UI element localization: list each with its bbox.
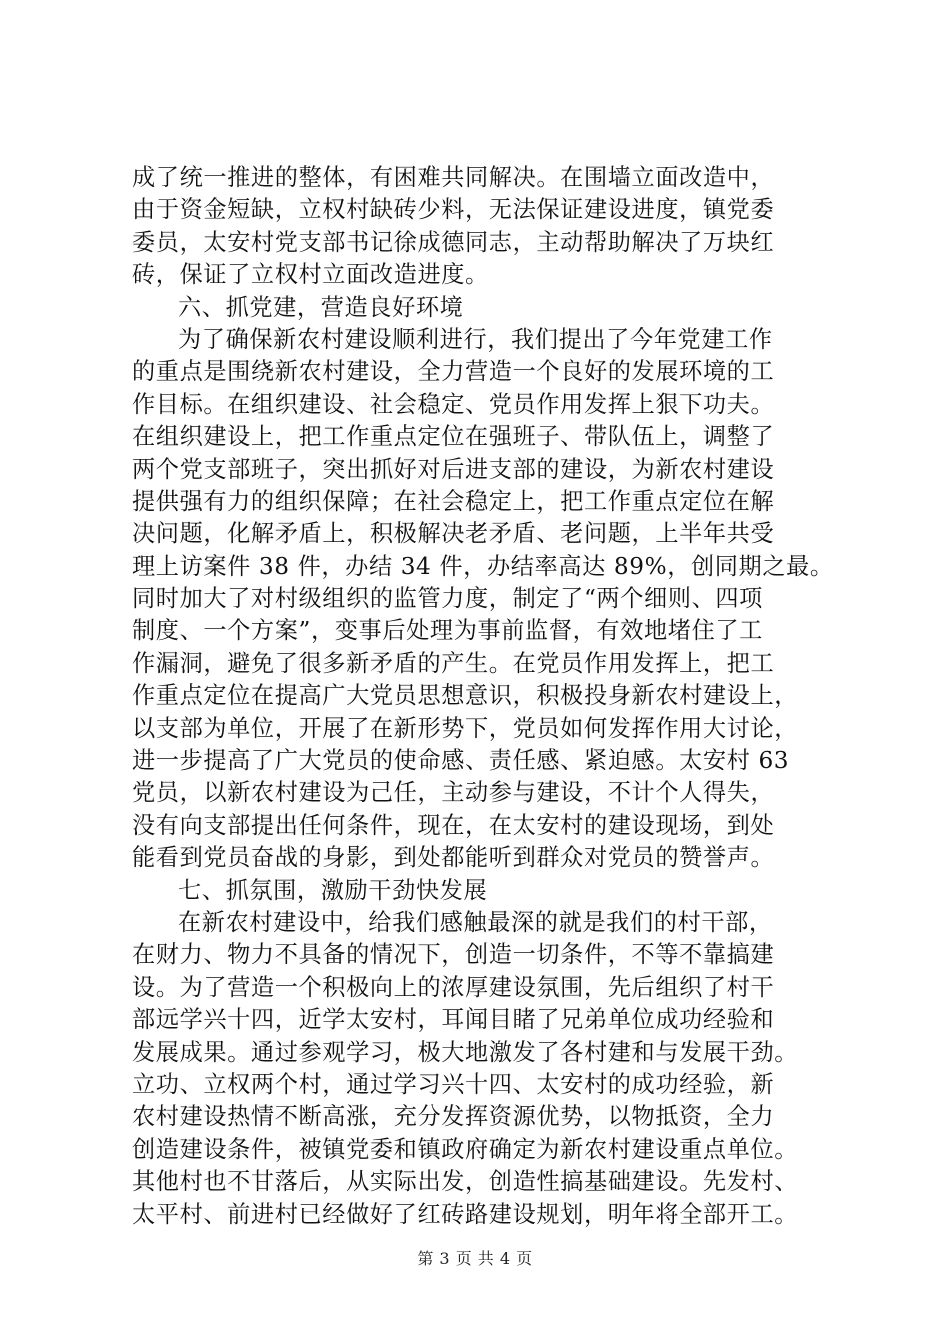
text-line: 为了确保新农村建设顺利进行，我们提出了今年党建工作 [178,325,773,353]
text-line: 成了统一推进的整体，有困难共同解决。在围墙立面改造中， [132,164,775,191]
text-line: 创造建设条件，被镇党委和镇政府确定为新农村建设重点单位。 [132,1135,799,1163]
text-line: 作目标。在组织建设、社会稳定、党员作用发挥上狠下功夫。 [132,390,775,418]
text-line: 部远学兴十四，近学太安村，耳闻目睹了兄弟单位成功经验和 [132,1006,775,1034]
text-line: 在新农村建设中，给我们感触最深的就是我们的村干部， [178,908,773,936]
text-line: 同时加大了对村级组织的监管力度，制定了“两个细则、四项 [132,585,763,613]
text-line: 在组织建设上，把工作重点定位在强班子、带队伍上，调整了 [132,423,775,451]
text-line: 在财力、物力不具备的情况下，创造一切条件，不等不靠搞建 [132,941,775,969]
text-line: 两个党支部班子，突出抓好对后进支部的建设，为新农村建设 [132,455,775,483]
text-line: 农村建设热情不断高涨，充分发挥资源优势，以物抵资，全力 [132,1103,775,1131]
text-line: 砖，保证了立权村立面改造进度。 [132,261,489,289]
text-line: 决问题，化解矛盾上，积极解决老矛盾、老问题，上半年共受 [132,520,775,548]
document-body [132,162,852,1231]
text-line: 作重点定位在提高广大党员思想意识，积极投身新农村建设上， [132,682,799,710]
text-line: 提供强有力的组织保障；在社会稳定上，把工作重点定位在解 [132,487,775,515]
text-line: 由于资金短缺，立权村缺砖少料，无法保证建设进度，镇党委 [132,196,775,224]
text-line: 立功、立权两个村，通过学习兴十四、太安村的成功经验，新 [132,1070,775,1098]
text-line: 设。为了营造一个积极向上的浓厚建设氛围，先后组织了村干 [132,973,775,1001]
text-line: 委员，太安村党支部书记徐成德同志，主动帮助解决了万块红 [132,228,775,256]
text-line: 党员，以新农村建设为己任，主动参与建设，不计个人得失， [132,779,775,807]
text-line: 制度、一个方案”，变事后处理为事前监督，有效地堵住了工 [132,617,763,645]
text-line: 其他村也不甘落后，从实际出发，创造性搞基础建设。先发村、 [132,1168,799,1196]
text-line: 进一步提高了广大党员的使命感、责任感、紧迫感。太安村 63 [132,747,790,775]
text-line: 能看到党员奋战的身影，到处都能听到群众对党员的赞誉声。 [132,844,775,872]
section-heading: 七、抓氛围，激励干劲快发展 [178,876,488,904]
text-line: 的重点是围绕新农村建设，全力营造一个良好的发展环境的工 [132,358,775,386]
text-line: 太平村、前进村已经做好了红砖路建设规划，明年将全部开工。 [132,1200,799,1228]
text-line: 以支部为单位，开展了在新形势下，党员如何发挥作用大讨论， [132,714,799,742]
text-line: 作漏洞，避免了很多新矛盾的产生。在党员作用发挥上，把工 [132,649,775,677]
section-heading: 六、抓党建，营造良好环境 [178,293,464,321]
text-line: 理上访案件 38 件，办结 34 件，办结率高达 89%，创同期之最。 [132,552,834,580]
text-line: 发展成果。通过参观学习，极大地激发了各村建和与发展干劲。 [132,1038,799,1066]
page-footer: 第 3 页 共 4 页 [417,1249,533,1268]
text-line: 没有向支部提出任何条件，现在，在太安村的建设现场，到处 [132,811,775,839]
